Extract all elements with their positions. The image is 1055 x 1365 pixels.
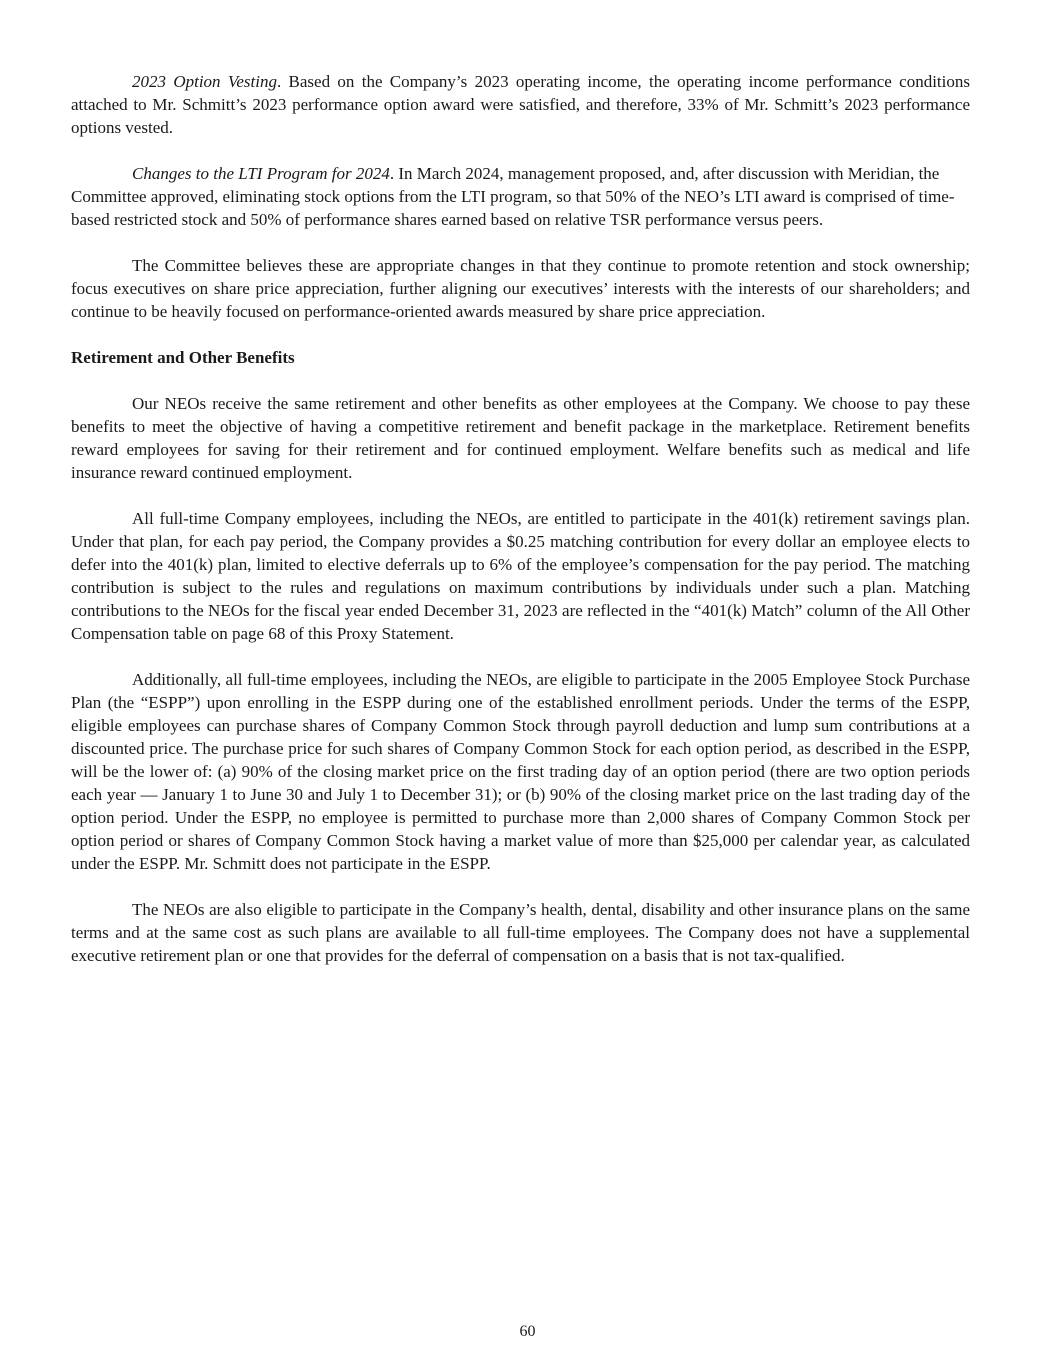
paragraph-espp <box>71 668 970 875</box>
paragraph-text: Our NEOs receive the same retirement and other benefits as other employees at the Company. We choose to pay these benefits to meet the objective of having a competitive retirement and benefit package in the marketplace. Retirement benefits reward employees for saving for their retirement and for continued employment. Welfare benefits such as medical and life insurance reward continued employment. <box>71 394 970 482</box>
paragraph-insurance-plans <box>71 898 970 967</box>
paragraph-neo-benefits <box>71 392 970 484</box>
page-number: 60 <box>519 1323 536 1340</box>
document-body <box>71 70 970 990</box>
paragraph-401k-plan <box>71 507 970 645</box>
paragraph-text: . Based on the Company’s 2023 operating income, the operating income performance conditions attached to Mr. Schmitt’s 2023 performance option award were satisfied, and therefore, 33% of Mr. Schmitt’s 2023 performance options vested. <box>71 72 970 137</box>
section-heading-retirement-benefits: Retirement and Other Benefits <box>71 348 295 367</box>
paragraph-lead-italic: 2023 Option Vesting <box>132 72 277 91</box>
paragraph-text: . In March 2024, management proposed, and, after discussion with Meridian, the Committee approved, eliminating stock options from the LTI program, so that 50% of the NEO’s LTI award is comprised of time-based restricted stock and 50% of performance shares earned based on relative TSR performance versus peers. <box>71 164 955 229</box>
paragraph-text: The NEOs are also eligible to participate in the Company’s health, dental, disability and other insurance plans on the same terms and at the same cost as such plans are available to all full-time employees. The Company does not have a supplemental executive retirement plan or one that provides for the deferral of compensation on a basis that is not tax-qualified. <box>71 900 970 965</box>
paragraph-lead-italic: Changes to the LTI Program for 2024 <box>132 164 390 183</box>
paragraph-lti-changes-2024 <box>71 162 970 231</box>
paragraph-2023-option-vesting <box>71 70 970 139</box>
paragraph-text: Additionally, all full-time employees, including the NEOs, are eligible to participate in the 2005 Employee Stock Purchase Plan (the “ESPP”) upon enrolling in the ESPP during one of the established enrollment periods. Under the terms of the ESPP, eligible employees can purchase shares of Company Common Stock through payroll deduction and lump sum contributions at a discounted price. The purchase price for such shares of Company Common Stock for each option period, as described in the ESPP, will be the lower of: (a) 90% of the closing market price on the first trading day of an option period (there are two option periods each year — January 1 to June 30 and July 1 to December 31); or (b) 90% of the closing market price on the last trading day of the option period. Under the ESPP, no employee is permitted to purchase more than 2,000 shares of Company Common Stock per option period or shares of Company Common Stock having a market value of more than $25,000 per calendar year, as calculated under the ESPP. Mr. Schmitt does not participate in the ESPP. <box>71 670 970 873</box>
paragraph-text: The Committee believes these are appropriate changes in that they continue to promote retention and stock ownership; focus executives on share price appreciation, further aligning our executives’ interests with the interests of our shareholders; and continue to be heavily focused on performance-oriented awards measured by share price appreciation. <box>71 256 970 321</box>
paragraph-committee-beliefs <box>71 254 970 323</box>
paragraph-text: All full-time Company employees, including the NEOs, are entitled to participate in the 401(k) retirement savings plan. Under that plan, for each pay period, the Company provides a $0.25 matching contribution for every dollar an employee elects to defer into the 401(k) plan, limited to elective deferrals up to 6% of the employee’s compensation for the pay period. The matching contribution is subject to the rules and regulations on maximum contributions by individuals under such a plan. Matching contributions to the NEOs for the fiscal year ended December 31, 2023 are reflected in the “401(k) Match” column of the All Other Compensation table on page 68 of this Proxy Statement. <box>71 509 970 643</box>
